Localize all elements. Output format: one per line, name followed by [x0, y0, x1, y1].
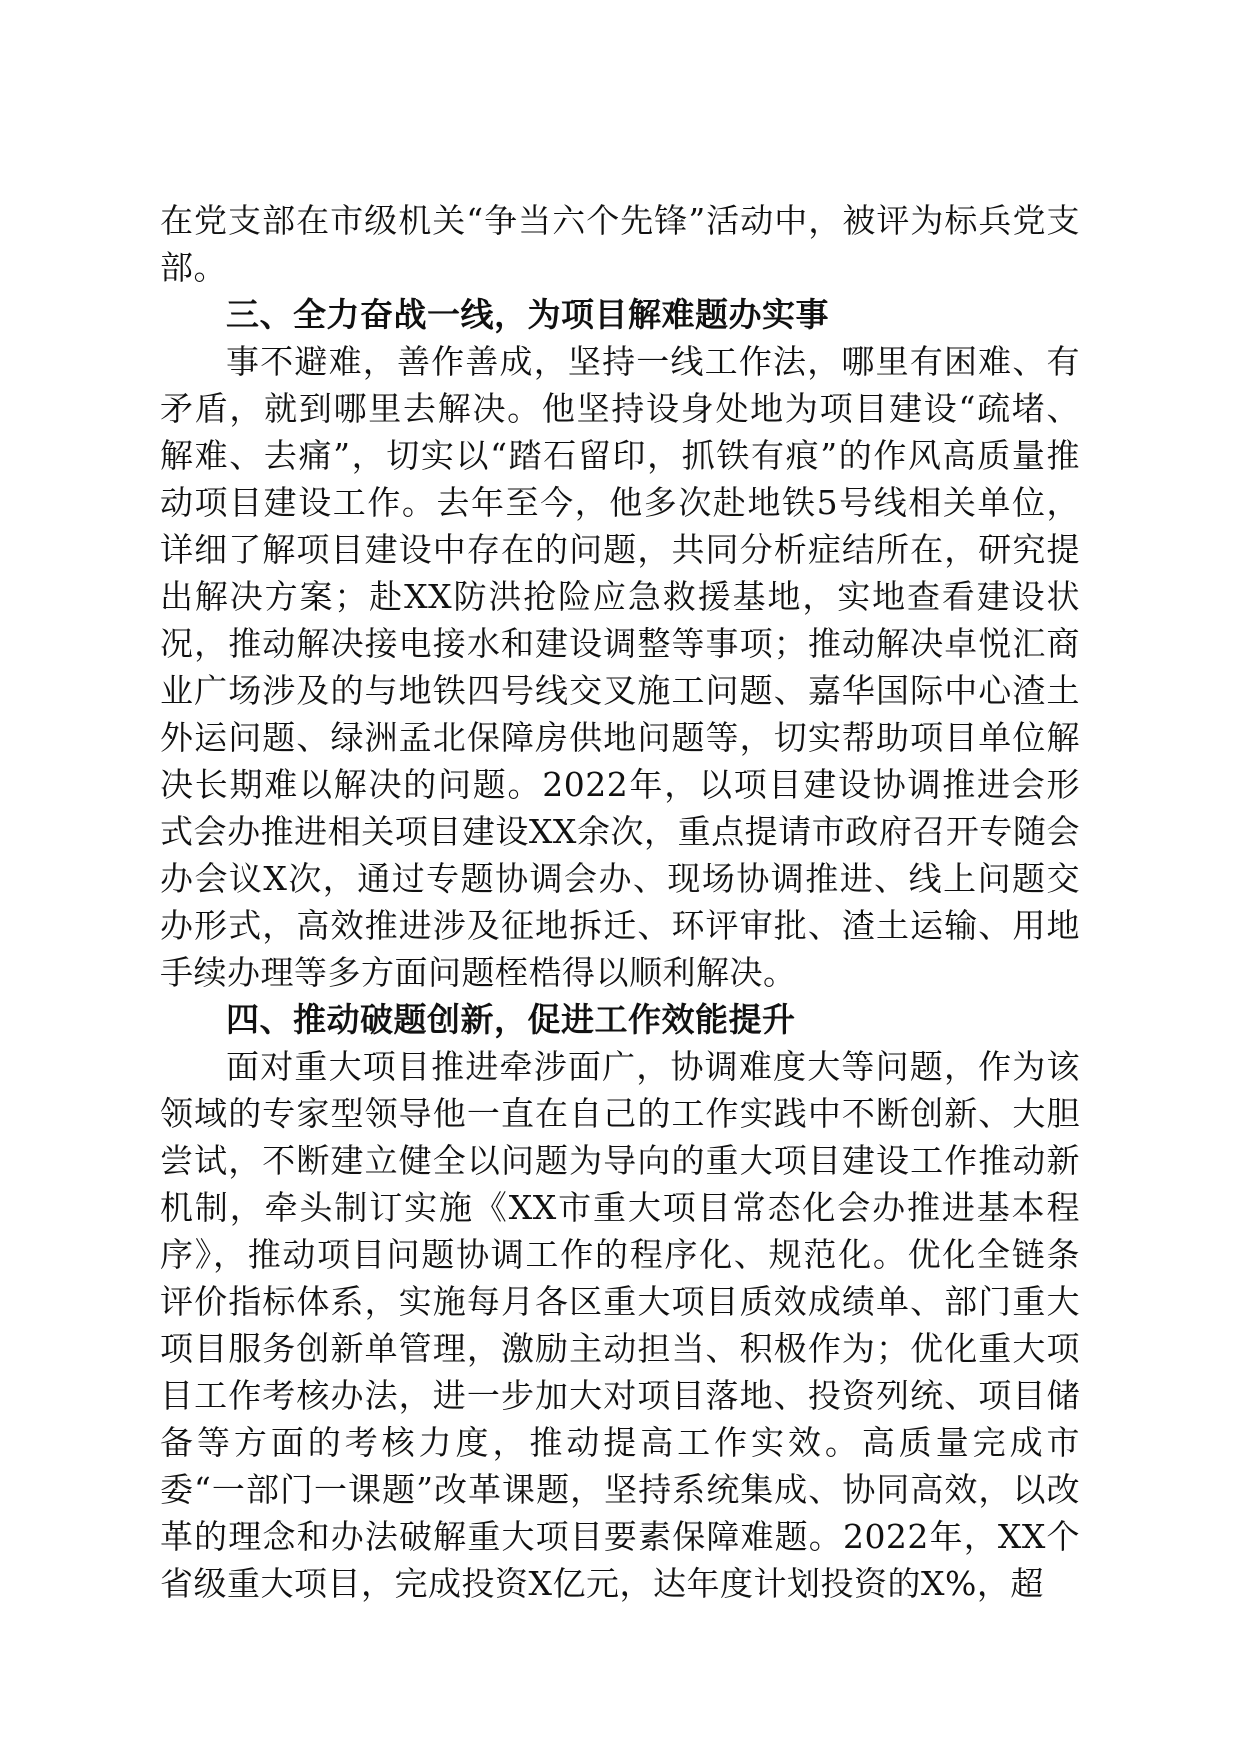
paragraph-innovation: 面对重大项目推进牵涉面广，协调难度大等问题，作为该领域的专家型领导他一直在自己的工作实践中不断创新、大胆尝试，不断建立健全以问题为导向的重大项目建设工作推动新机制，牵头制订实施《XX市重大项目常态化会办推进基本程序》，推动项目问题协调工作的程序化、规范化。优化全链条评价指标体系，实施每月各区重大项目质效成绩单、部门重大项目服务创新单管理，激励主动担当、积极作为；优化重大项目工作考核办法，进一步加大对项目落地、投资列统、项目储备等方面的考核力度，推动提高工作实效。高质量完成市委“一部门一课题”改革课题，坚持系统集成、协同高效，以改革的理念和办法破解重大项目要素保障难题。2022年，XX个省级重大项目，完成投资X亿元，达年度计划投资的X%，超	[160, 1047, 1080, 1603]
section-heading-3: 三、全力奋战一线，为项目解难题办实事	[226, 295, 829, 334]
paragraph-continued: 在党支部在市级机关“争当六个先锋”活动中，被评为标兵党支部。	[160, 201, 1080, 287]
document-body	[160, 197, 1080, 1607]
paragraph-project-frontline: 事不避难，善作善成，坚持一线工作法，哪里有困难、有矛盾，就到哪里去解决。他坚持设身处地为项目建设“疏堵、解难、去痛”，切实以“踏石留印，抓铁有痕”的作风高质量推动项目建设工作。去年至今，他多次赴地铁5号线相关单位，详细了解项目建设中存在的问题，共同分析症结所在，研究提出解决方案；赴XX防洪抢险应急救援基地，实地查看建设状况，推动解决接电接水和建设调整等事项；推动解决卓悦汇商业广场涉及的与地铁四号线交叉施工问题、嘉华国际中心渣土外运问题、绿洲孟北保障房供地问题等，切实帮助项目单位解决长期难以解决的问题。2022年，以项目建设协调推进会形式会办推进相关项目建设XX余次，重点提请市政府召开专随会办会议X次，通过专题协调会办、现场协调推进、线上问题交办形式，高效推进涉及征地拆迁、环评审批、渣土运输、用地手续办理等多方面问题桎梏得以顺利解决。	[160, 342, 1080, 992]
section-heading-4: 四、推动破题创新，促进工作效能提升	[226, 1000, 796, 1039]
